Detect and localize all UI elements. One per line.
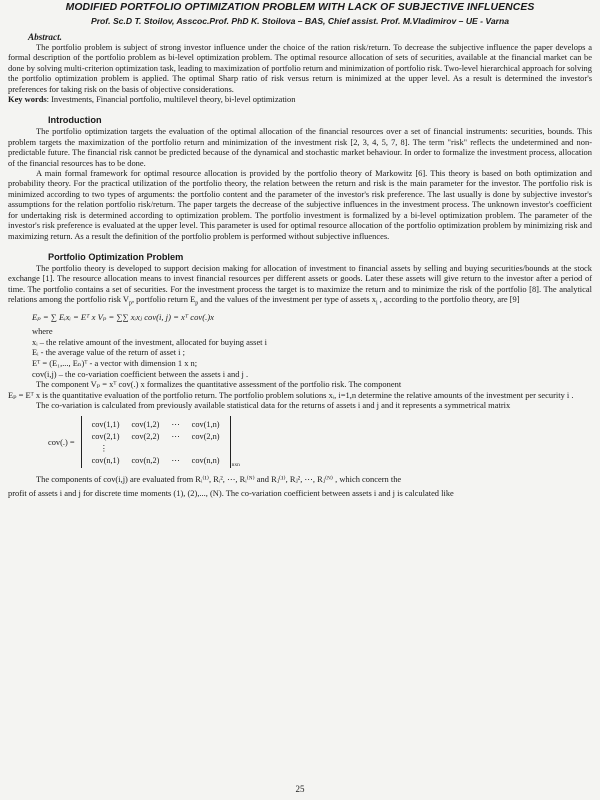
keywords bbox=[8, 94, 592, 104]
pop-p1-xsub: i bbox=[376, 300, 378, 307]
portfolio-formula: Eₚ = ∑ Eᵢxᵢ = Eᵀ x Vₚ = ∑∑ xᵢxⱼ cov(i, j) = xᵀ cov(.)x bbox=[32, 312, 214, 323]
matrix-cell: ⋯ bbox=[171, 456, 180, 466]
paper-authors: Prof. Sc.D T. Stoilov, Asscoc.Prof. PhD K. Stoilova – BAS, Chief assist. Prof. M.Vladimirov – UE - Varna bbox=[90, 16, 509, 26]
pop-p1-c: and the values of the investment per type of assets x bbox=[198, 294, 377, 305]
intro-paragraph-2: A main formal framework for optimal resource allocation is provided by the portfolio theory of Markowitz [6]. This theory is based on both optimization and probability theory. For the practical utilization of the portfolio theory, the relation between the return and risk is the main parameter for the investor. The portfolio risk is minimized according to two types of arguments: the portfolio content and the parameter of the investor's risk preference. The last usually is done by subjective investor's assumptions for the relation portfolio risk/return. The paper targets the decrease of the subjective influences in the investment process. The unknown investor's coefficient for undertaking risk is determined according to optimization problem. The portfolio investment is formalized by a bi-level optimization problem. The parameter of the investor's risk preference is evaluated at the upper level. This parameter is used for optimal resource allocation of the portfolio optimization problem by minimizing risk and maximizing return. As a result the definition of the portfolio problem is performed without subjective influences. bbox=[8, 168, 592, 241]
intro-paragraph-1: The portfolio optimization targets the evaluation of the optimal allocation of the financial resources over a set of financial instruments: securities, bounds. This problem targets the maximization of the portfolio return and minimization of the investment risk [2, 3, 4, 5, 7, 8]. The term "risk" reflects the undetermined and non-predictable future. The financial risk cannot be predicted because of the dynamical and stochastic market behaviour. In order to formalize the investment process, allocation of the financial resources has to be done. bbox=[8, 126, 592, 168]
matrix-cell: cov(1,n) bbox=[191, 419, 220, 429]
matrix-cell: ⋯ bbox=[171, 432, 180, 442]
pop-p1-esub: p bbox=[195, 300, 199, 307]
matrix-cell: cov(n,1) bbox=[91, 455, 120, 465]
matrix-body bbox=[81, 416, 231, 468]
matrix-row bbox=[86, 454, 226, 466]
abstract-heading: Abstract. bbox=[28, 32, 62, 42]
matrix-cell: cov(2,1) bbox=[91, 431, 120, 441]
pop-paragraph-5: The components of cov(i,j) are evaluated from Rᵢ⁽¹⁾, Rᵢ², ⋯, Rᵢ⁽ᴺ⁾ and Rⱼ⁽¹⁾, Rⱼ², ⋯, Rⱼ⁽ᴺ⁾ , which concern the bbox=[36, 474, 402, 485]
definition-x: xᵢ – the relative amount of the investment, allocated for buying asset i bbox=[32, 336, 267, 347]
matrix-row bbox=[86, 442, 226, 454]
pop-paragraph-3: Eₚ = Eᵀ x is the quantitative evaluation of the portfolio return. The portfolio problem solutions xᵢ, i=1,n determine the relative amounts of the investment per security i . bbox=[8, 389, 574, 400]
pop-p1-vsub: p bbox=[129, 300, 132, 307]
intro-heading: Introduction bbox=[48, 115, 102, 126]
matrix-dimension: nxn bbox=[231, 462, 240, 469]
definition-e: Eᵢ - the average value of the return of asset i ; bbox=[32, 347, 185, 358]
matrix-cell: ⋮ bbox=[99, 444, 108, 454]
page-number: 25 bbox=[295, 784, 305, 794]
pop-paragraph-1 bbox=[8, 263, 592, 309]
matrix-row bbox=[86, 418, 226, 430]
pop-paragraph-2: The component Vₚ = xᵀ cov(.) x formalizes the quantitative assessment of the portfolio risk. The component bbox=[36, 379, 402, 390]
pop-paragraph-6: profit of assets i and j for discrete time moments (1), (2),..., (N). The co-variation coefficient between assets i and j is calculated like bbox=[8, 487, 454, 498]
matrix-row bbox=[86, 430, 226, 442]
definition-et: Eᵀ = (E₁,..., Eₙ)ᵀ - a vector with dimension 1 x n; bbox=[32, 358, 198, 368]
pop-heading: Portfolio Optimization Problem bbox=[48, 251, 184, 262]
keywords-text: : Investments, Financial portfolio, multilevel theory, bi-level optimization bbox=[46, 94, 296, 105]
matrix-table bbox=[86, 418, 226, 466]
pop-paragraph-4: The co-variation is calculated from previously available statistical data for the returns of assets i and j and it represents a symmetrical matrix bbox=[36, 400, 511, 410]
covariance-matrix bbox=[48, 416, 592, 468]
matrix-cell: cov(n,2) bbox=[131, 455, 160, 465]
pop-p1-d: , according to the portfolio theory, are [9] bbox=[377, 294, 520, 305]
matrix-cell: cov(n,n) bbox=[191, 455, 220, 465]
matrix-cell: cov(1,2) bbox=[131, 419, 160, 429]
abstract-text: The portfolio problem is subject of strong investor influence under the choice of the ration risk/return. To decrease the subjective influence the paper develops a formal description of the portfolio problem as bi-level optimization problem. The optimal resource allocation of sets of securities, available at the financial market can be done by solving multi-criterion optimization task, leading to maximization of portfolio return and minimization of portfolio risk. Two-level hierarchical approach for solving the portfolio optimization problem is applied. The optimal Sharp ratio of risk versus return is minimized at the upper level. As a result is determined the investor's preferences for taking risk on the basis of objective considerations. bbox=[8, 42, 592, 94]
paper-title: MODIFIED PORTFOLIO OPTIMIZATION PROBLEM WITH LACK OF SUBJECTIVE INFLUENCES bbox=[65, 2, 535, 13]
matrix-cell: ⋯ bbox=[171, 420, 180, 430]
matrix-label: cov(.) = bbox=[48, 437, 75, 447]
pop-p1-b: , portfolio return E bbox=[131, 294, 196, 305]
matrix-cell: cov(2,n) bbox=[191, 431, 220, 441]
matrix-cell: cov(1,1) bbox=[91, 419, 120, 429]
definition-cov: cov(i,j) – the co-variation coefficient between the assets i and j . bbox=[32, 368, 249, 379]
pop-p1-a: The portfolio theory is developed to support decision making for allocation of investment to financial assets by selling and buying securities/bounds at the stock exchange [1]. The resource allocation means to invest financial resources per different assets or goods. Later these assets will give return to the investor after a period of time. The portfolio contains a set of securities. For the investment process the target is to maximize the return and to minimize the risk of the portfolio [8]. The analytical relations among the portfolio risk V bbox=[8, 262, 592, 305]
matrix-cell: cov(2,2) bbox=[131, 431, 160, 441]
keywords-label: Key words bbox=[8, 94, 47, 105]
where-label: where bbox=[32, 326, 53, 337]
